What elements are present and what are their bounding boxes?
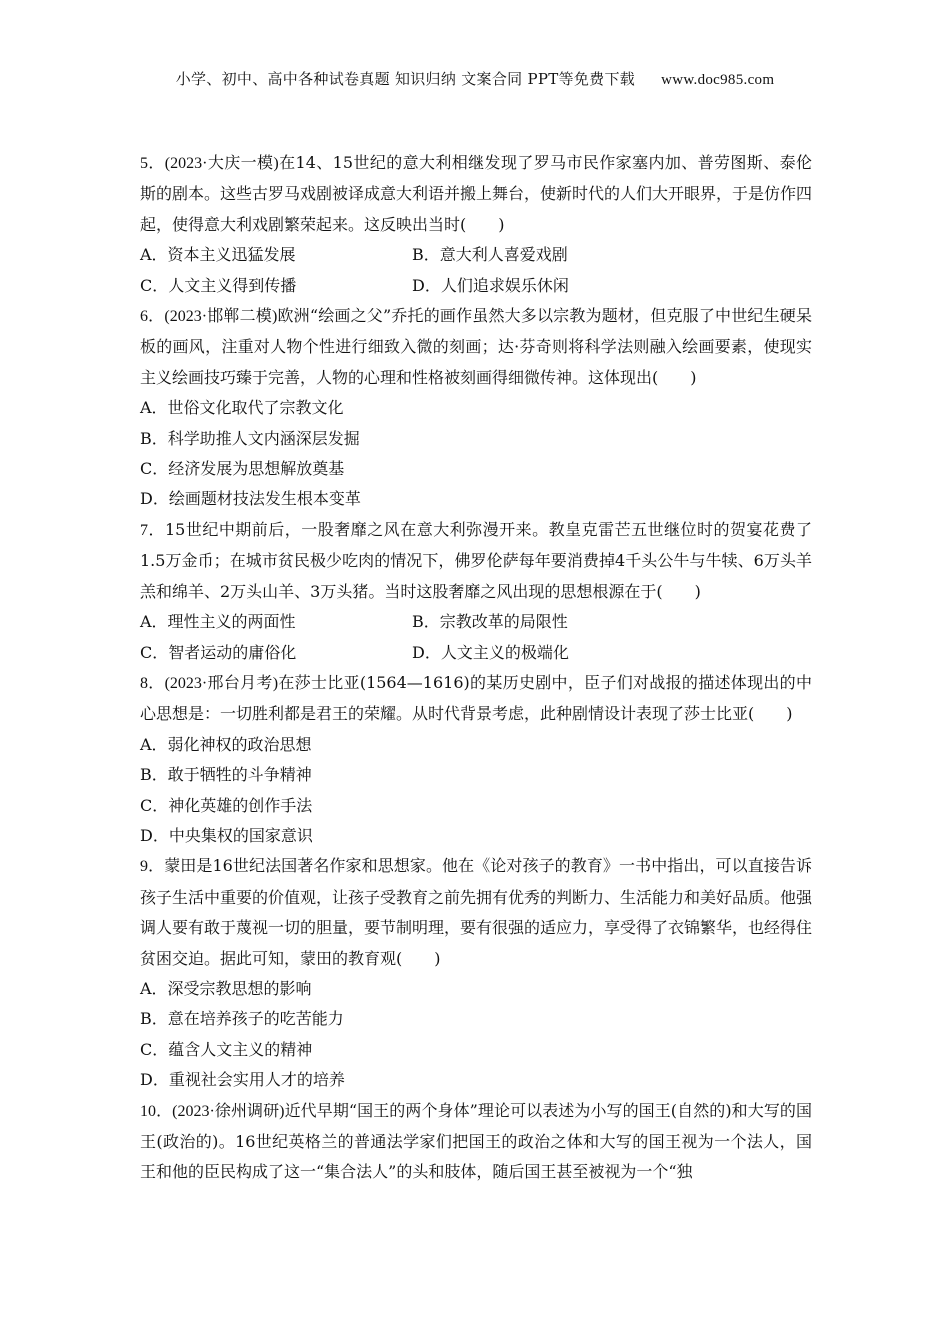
header-text: 小学、初中、高中各种试卷真题 知识归纳 文案合同 PPT等免费下载 <box>175 70 636 88</box>
question-stem <box>140 668 812 730</box>
question-7 <box>140 515 812 668</box>
question-text: 近代早期“国王的两个身体”理论可以表述为小写的国王(自然的)和大写的国王(政治的)。16世纪英格兰的普通法学家们把国王的政治之体和大写的国王视为一个法人，国王和他的臣民构成了这一“集合法人”的头和肢体，随后国王甚至被视为一个“独 <box>140 1100 812 1182</box>
question-number: 5． <box>140 155 165 172</box>
option-d[interactable]: D．人们追求娱乐休闲 <box>412 275 569 295</box>
question-source: (2023·邯郸二模) <box>164 308 278 326</box>
question-number: 9． <box>140 858 165 876</box>
option-b[interactable]: B．宗教改革的局限性 <box>412 612 568 632</box>
question-9 <box>140 851 812 1095</box>
option-row <box>140 607 812 637</box>
question-number: 10． <box>140 1102 173 1120</box>
option-d[interactable]: D．人文主义的极端化 <box>412 642 569 662</box>
option-a[interactable]: A．弱化神权的政治思想 <box>140 734 312 754</box>
page-header <box>0 68 950 89</box>
option-c[interactable]: C．经济发展为思想解放奠基 <box>140 459 345 479</box>
question-text: 15世纪中期前后，一股奢靡之风在意大利弥漫开来。教皇克雷芒五世继位时的贺宴花费了1.5万金币；在城市贫民极少吃肉的情况下，佛罗伦萨每年要消费掉4千头公牛与牛犊、6万头羊羔和绵羊、2万头山羊、3万头猪。当时这股奢靡之风出现的思想根源在于( ) <box>140 519 812 601</box>
option-a[interactable]: A．理性主义的两面性 <box>140 612 296 632</box>
option-a[interactable]: A．世俗文化取代了宗教文化 <box>140 398 344 418</box>
question-text: 在莎士比亚(1564—1616)的某历史剧中，臣子们对战报的描述体现出的中心思想是：一切胜利都是君王的荣耀。从时代背景考虑，此种剧情设计表现了莎士比亚( ) <box>140 672 812 724</box>
option-row <box>140 240 812 270</box>
question-source: (2023·徐州调研) <box>172 1102 285 1120</box>
option-row <box>140 638 812 668</box>
question-source: (2023·邢台月考) <box>164 674 279 692</box>
question-list <box>140 148 812 1188</box>
question-stem <box>140 851 812 974</box>
question-number: 8． <box>140 674 165 692</box>
header-url[interactable]: www.doc985.com <box>661 72 775 88</box>
option-b[interactable]: B．敢于牺牲的斗争精神 <box>140 765 312 785</box>
option-c[interactable]: C．智者运动的庸俗化 <box>140 642 297 662</box>
question-10 <box>140 1096 812 1188</box>
question-6 <box>140 301 812 515</box>
question-text: 在14、15世纪的意大利相继发现了罗马市民作家塞内加、普劳图斯、泰伦斯的剧本。这些古罗马戏剧被译成意大利语并搬上舞台，使新时代的人们大开眼界，于是仿作四起，使得意大利戏剧繁荣起来。这反映出当时( ) <box>140 153 813 234</box>
question-5 <box>140 148 812 301</box>
question-text: 欧洲“绘画之父”乔托的画作虽然大多以宗教为题材，但克服了中世纪生硬呆板的画风，注重对人物个性进行细致入微的刻画；达·芬奇则将科学法则融入绘画要素，使现实主义绘画技巧臻于完善，人物的心理和性格被刻画得细微传神。这体现出( ) <box>140 306 812 387</box>
question-stem <box>140 148 812 240</box>
option-a[interactable]: A．资本主义迅猛发展 <box>140 245 296 265</box>
option-b[interactable]: B．意在培养孩子的吃苦能力 <box>140 1009 344 1029</box>
option-c[interactable]: C．人文主义得到传播 <box>140 275 297 295</box>
question-source: (2023·大庆一模) <box>164 155 279 172</box>
question-8 <box>140 668 812 851</box>
option-d[interactable]: D．绘画题材技法发生根本变革 <box>140 489 361 509</box>
question-number: 6． <box>140 308 165 326</box>
option-d[interactable]: D．中央集权的国家意识 <box>140 825 313 845</box>
option-row <box>140 271 812 301</box>
option-c[interactable]: C．蕴含人文主义的精神 <box>140 1039 313 1059</box>
option-a[interactable]: A．深受宗教思想的影响 <box>140 978 312 998</box>
option-d[interactable]: D．重视社会实用人才的培养 <box>140 1070 345 1090</box>
question-stem <box>140 1096 812 1188</box>
option-b[interactable]: B．意大利人喜爱戏剧 <box>412 245 568 265</box>
question-number: 7． <box>140 521 165 539</box>
question-stem <box>140 515 812 607</box>
option-c[interactable]: C．神化英雄的创作手法 <box>140 795 313 815</box>
option-b[interactable]: B．科学助推人文内涵深层发掘 <box>140 428 360 448</box>
question-stem <box>140 301 812 393</box>
question-text: 蒙田是16世纪法国著名作家和思想家。他在《论对孩子的教育》一书中指出，可以直接告诉孩子生活中重要的价值观，让孩子受教育之前先拥有优秀的判断力、生活能力和美好品质。他强调人要有敢于蔑视一切的胆量，要节制明理，要有很强的适应力，享受得了衣锦繁华，也经得住贫困交迫。据此可知，蒙田的教育观( ) <box>140 856 813 968</box>
